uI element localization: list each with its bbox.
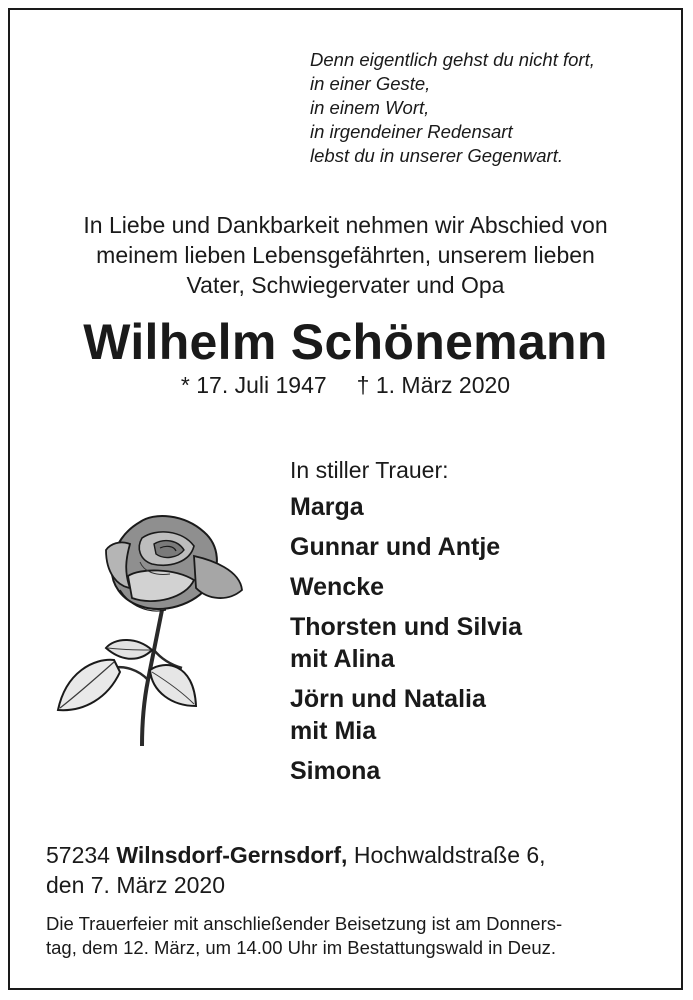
funeral-info-line: tag, dem 12. März, um 14.00 Uhr im Bestattungswald in Deuz. — [46, 937, 557, 958]
mourner-name: Marga — [290, 493, 364, 521]
deceased-name: Wilhelm Schönemann — [83, 314, 608, 370]
poem-line: in irgendeiner Redensart — [310, 121, 513, 142]
funeral-info-line: Die Trauerfeier mit anschließender Beisetzung ist am Donners- — [46, 913, 563, 934]
mourner-name: Wencke — [290, 573, 385, 601]
dateline: den 7. März 2020 — [46, 872, 226, 898]
mourner-entry — [290, 491, 522, 523]
birth-date: * 17. Juli 1947 — [180, 372, 327, 398]
intro-text — [10, 210, 681, 300]
poem-line: in einer Geste, — [310, 73, 431, 94]
mourner-name: mit Alina — [290, 645, 395, 673]
mourner-name: Thorsten und Silvia — [290, 613, 522, 641]
street: Hochwaldstraße 6, — [353, 842, 546, 868]
mourner-entry — [290, 571, 522, 603]
obituary-notice — [8, 8, 683, 990]
postcode: 57234 — [46, 842, 110, 868]
mourner-name: Jörn und Natalia — [290, 685, 486, 713]
poem — [310, 48, 595, 168]
poem-line: Denn eigentlich gehst du nicht fort, — [310, 49, 595, 70]
mourners-label: In stiller Trauer: — [290, 457, 449, 483]
mourner-name: mit Mia — [290, 717, 377, 745]
intro-line: Vater, Schwiegervater und Opa — [186, 272, 505, 298]
mourner-name: Gunnar und Antje — [290, 533, 501, 561]
mourner-entry — [290, 755, 522, 787]
mourner-entry — [290, 611, 522, 675]
rose-icon — [44, 510, 244, 750]
life-dates — [10, 370, 681, 400]
poem-line: in einem Wort, — [310, 97, 430, 118]
address-line — [46, 840, 546, 870]
mourner-entry — [290, 531, 522, 563]
mourner-entry — [290, 683, 522, 747]
mourners-block — [290, 455, 522, 795]
poem-line: lebst du in unserer Gegenwart. — [310, 145, 563, 166]
town: Wilnsdorf-Gernsdorf, — [116, 842, 348, 868]
intro-line: meinem lieben Lebensgefährten, unserem lieben — [96, 242, 595, 268]
intro-line: In Liebe und Dankbarkeit nehmen wir Abschied von — [83, 212, 608, 238]
address-block — [46, 840, 546, 900]
death-date: † 1. März 2020 — [356, 372, 511, 398]
mourner-name: Simona — [290, 757, 381, 785]
funeral-info — [46, 912, 666, 960]
